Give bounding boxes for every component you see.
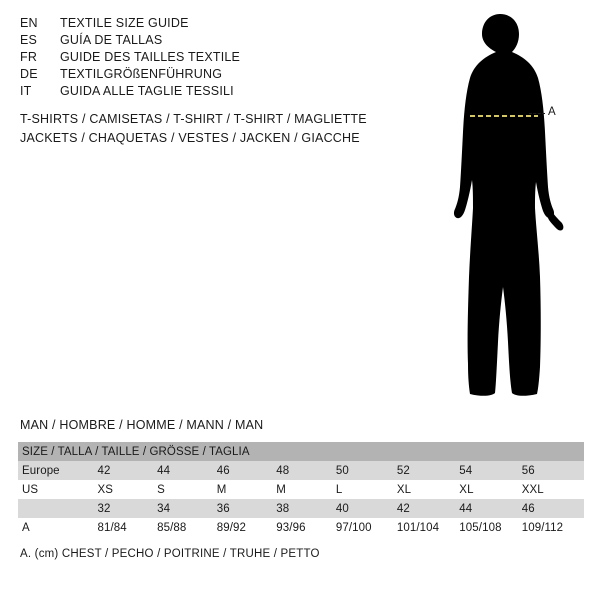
language-title: TEXTILE SIZE GUIDE <box>60 16 189 30</box>
language-code: IT <box>20 84 32 98</box>
category-tshirts: T-SHIRTS / CAMISETAS / T-SHIRT / T-SHIRT / MAGLIETTE <box>20 112 367 126</box>
row-label: Europe <box>22 464 60 477</box>
row-value: S <box>157 483 165 496</box>
row-value: XL <box>459 483 474 496</box>
row-value: 42 <box>396 502 410 515</box>
row-value: 81/84 <box>97 521 127 534</box>
table-row <box>18 499 584 518</box>
table-row <box>18 461 584 480</box>
language-title: GUÍA DE TALLAS <box>60 33 163 47</box>
table-footnote: A. (cm) CHEST / PECHO / POITRINE / TRUHE / PETTO <box>20 548 320 560</box>
row-value: 44 <box>157 464 171 477</box>
language-code: ES <box>20 33 38 47</box>
row-value: 48 <box>276 464 290 477</box>
language-title: GUIDA ALLE TAGLIE TESSILI <box>60 84 234 98</box>
language-code: EN <box>20 16 38 30</box>
row-value: 109/112 <box>521 521 564 534</box>
row-value: 97/100 <box>335 521 372 534</box>
row-label <box>18 499 98 518</box>
row-value: 34 <box>157 502 171 515</box>
measure-leader-line <box>529 113 545 114</box>
row-value: 42 <box>97 464 111 477</box>
row-value: 93/96 <box>276 521 306 534</box>
language-row <box>20 16 380 33</box>
row-value: L <box>335 483 343 496</box>
garment-category-list <box>20 110 420 148</box>
table-row <box>18 518 584 537</box>
language-title: GUIDE DES TAILLES TEXTILE <box>60 50 241 64</box>
row-value: 52 <box>396 464 410 477</box>
row-value: 105/108 <box>459 521 502 534</box>
row-value: 89/92 <box>216 521 246 534</box>
table-header-row <box>18 442 584 461</box>
language-row <box>20 84 380 101</box>
row-value: 54 <box>459 464 473 477</box>
row-value: 85/88 <box>157 521 187 534</box>
row-value: 38 <box>276 502 290 515</box>
size-table <box>18 442 584 537</box>
language-title: TEXTILGRÖßENFÜHRUNG <box>60 67 223 81</box>
row-value: 40 <box>335 502 349 515</box>
row-value: 46 <box>521 502 535 515</box>
row-value: 46 <box>216 464 230 477</box>
row-label: A <box>22 521 30 534</box>
row-value: 101/104 <box>396 521 440 534</box>
row-value: XL <box>396 483 412 496</box>
row-value: 32 <box>97 502 111 515</box>
row-value: 56 <box>521 464 535 477</box>
language-code: FR <box>20 50 38 64</box>
row-value: 44 <box>459 502 473 515</box>
row-value: M <box>216 483 227 496</box>
row-value: XXL <box>521 483 544 496</box>
row-label: US <box>22 483 39 496</box>
table-header-label: SIZE / TALLA / TAILLE / GRÖSSE / TAGLIA <box>22 445 250 458</box>
category-jackets: JACKETS / CHAQUETAS / VESTES / JACKEN / GIACCHE <box>20 131 360 145</box>
row-value: 50 <box>335 464 349 477</box>
language-row <box>20 33 380 50</box>
language-row <box>20 50 380 67</box>
male-silhouette-figure <box>420 12 590 402</box>
silhouette-icon <box>420 12 590 402</box>
language-list <box>20 16 380 101</box>
language-row <box>20 67 380 84</box>
row-value: M <box>276 483 286 496</box>
table-row <box>18 480 584 499</box>
row-value: 36 <box>216 502 230 515</box>
measure-marker-a: A <box>548 106 556 118</box>
table-group-title: MAN / HOMBRE / HOMME / MANN / MAN <box>20 418 264 432</box>
language-code: DE <box>20 67 38 81</box>
row-value: XS <box>97 483 114 496</box>
